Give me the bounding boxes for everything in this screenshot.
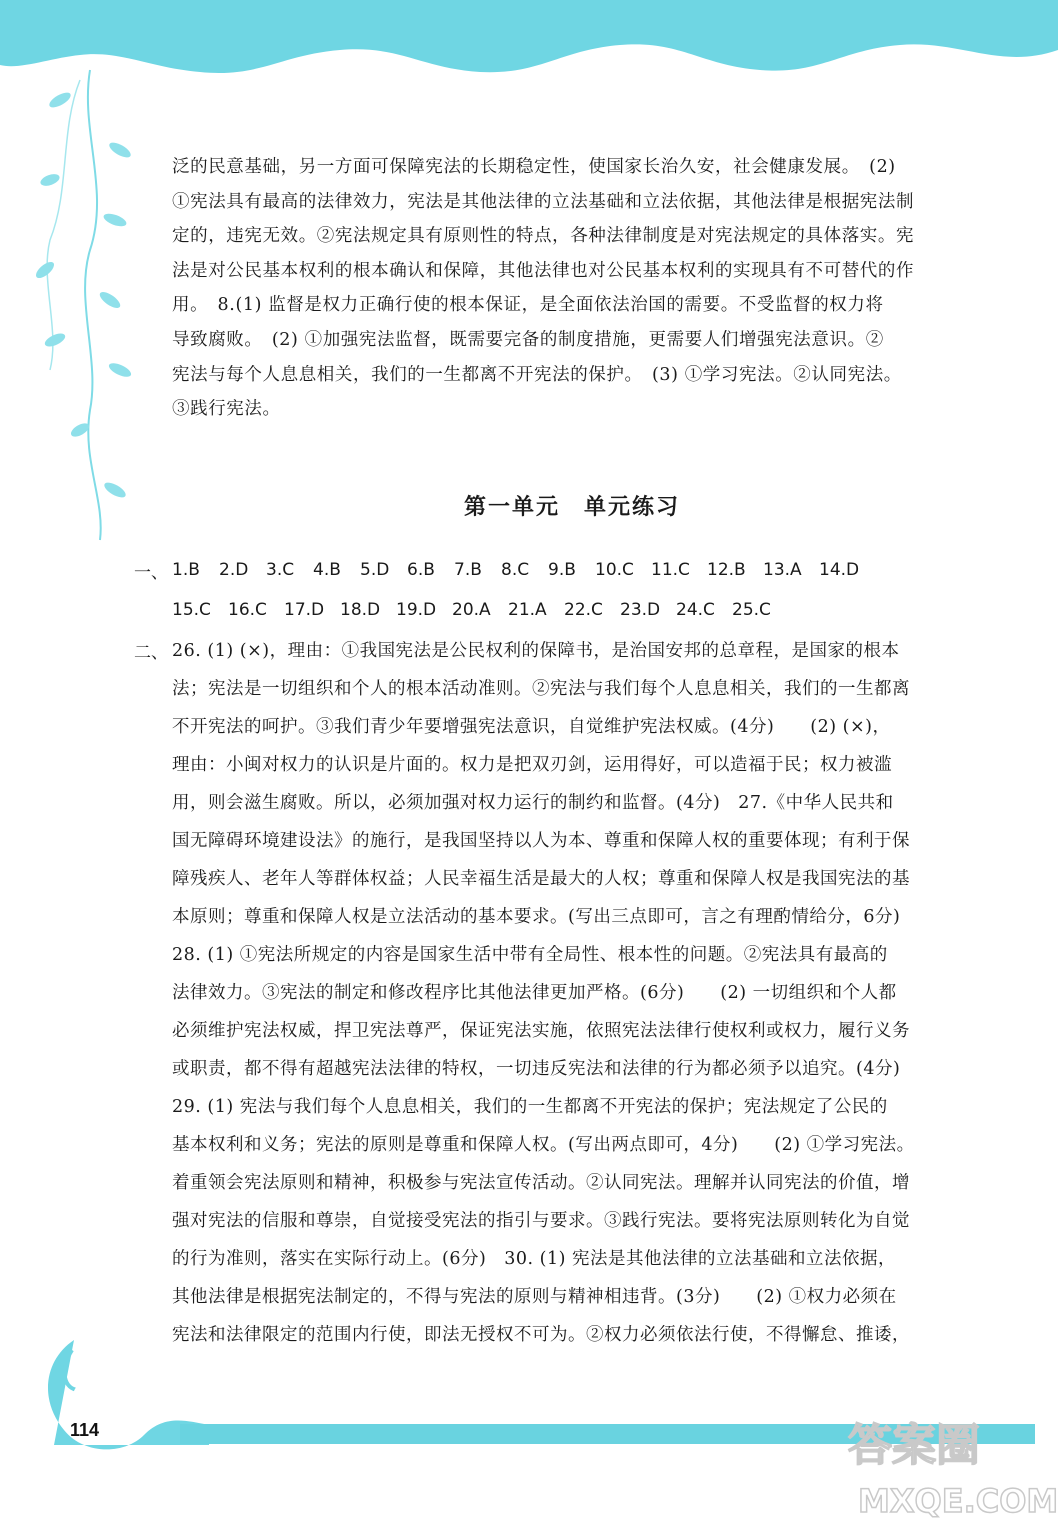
text-line: 国无障碍环境建设法》的施行，是我国坚持以人为本、尊重和保障人权的重要体现；有利于保 [172,831,910,851]
text-line: 26. (1) (×)，理由：①我国宪法是公民权利的保障书，是治国安邦的总章程，是国家的根本 [172,641,900,661]
text-line: 法是对公民基本权利的根本确认和保障，其他法律也对公民基本权利的实现具有不可替代的作 [172,260,915,281]
text-line: 泛的民意基础，另一方面可保障宪法的长期稳定性，使国家长治久安，社会健康发展。 (2) [172,157,896,177]
text-line: ①宪法具有最高的法律效力，宪法是其他法律的立法基础和立法依据，其他法律是根据宪法制 [172,191,915,212]
mc-answer: 10.C [595,560,634,580]
svg-text:MXQE.COM: MXQE.COM [858,1482,1058,1520]
continued-answer-paragraph [172,150,972,427]
mc-answer: 24.C [676,600,715,620]
text-line: 用，则会滋生腐败。所以，必须加强对权力运行的制约和监督。(4分) 27.《中华人民共和 [172,793,894,813]
mc-answer: 12.B [707,560,746,580]
multiple-choice-answers [134,550,972,630]
mc-answer: 17.D [284,600,325,620]
mc-answer: 8.C [501,560,530,580]
mc-answer: 1.B [172,560,200,580]
text-line: 着重领会宪法原则和精神，积极参与宪法宣传活动。②认同宪法。理解并认同宪法的价值，增 [172,1173,910,1193]
text-line: 导致腐败。 (2) ①加强宪法监督，既需要完备的制度措施，更需要人们增强宪法意识。② [172,329,884,350]
short-answer-lines [172,632,972,1354]
mc-answer: 6.B [407,560,435,580]
text-line: 法律效力。③宪法的制定和修改程序比其他法律更加严格。(6分) (2) 一切组织和个人都 [172,983,897,1003]
text-line: 的行为准则，落实在实际行动上。(6分) 30. (1) 宪法是其他法律的立法基础和立法依据， [172,1249,897,1269]
vine-decoration [20,70,140,540]
short-answer-section [134,632,972,1354]
mc-answer: 4.B [313,560,341,580]
text-line: 宪法和法律限定的范围内行使，即法无授权不可为。②权力必须依法行使，不得懈怠、推诿， [172,1325,910,1345]
mc-answer: 3.C [266,560,295,580]
mc-answer: 19.D [396,600,437,620]
text-line: 本原则；尊重和保障人权是立法活动的基本要求。(写出三点即可，言之有理酌情给分，6分) [172,907,901,927]
mc-answer: 5.D [360,560,390,580]
mc-answer: 2.D [219,560,249,580]
mc-answer: 22.C [564,600,603,620]
mc-answer: 14.D [819,560,860,580]
section-prefix: 一、 [134,563,168,583]
mc-answer: 9.B [548,560,576,580]
mc-answer: 13.A [763,560,802,580]
text-line: 或职责，都不得有超越宪法法律的特权，一切违反宪法和法律的行为都必须予以追究。(4分) [172,1059,901,1079]
mc-answer: 20.A [452,600,491,620]
answer-row [172,590,972,630]
mc-answer: 16.C [228,600,267,620]
mc-answer: 11.C [651,560,690,580]
text-line: 强对宪法的信服和尊崇，自觉接受宪法的指引与要求。③践行宪法。要将宪法原则转化为自觉 [172,1211,910,1231]
mc-answer: 7.B [454,560,482,580]
text-line: 用。 8.(1) 监督是权力正确行使的根本保证，是全面依法治国的需要。不受监督的权力将 [172,295,884,316]
text-line: 理由：小闽对权力的认识是片面的。权力是把双刃剑，运用得好，可以造福于民；权力被滥 [172,755,892,775]
text-line: 不开宪法的呵护。③我们青少年要增强宪法意识，自觉维护宪法权威。(4分) (2) (×)， [172,717,891,737]
text-line: 必须维护宪法权威，捍卫宪法尊严，保证宪法实施，依照宪法法律行使权利或权力，履行义务 [172,1021,910,1041]
page-number: 114 [70,1420,100,1440]
mc-answer: 25.C [732,600,771,620]
text-line: 法；宪法是一切组织和个人的根本活动准则。②宪法与我们每个人息息相关，我们的一生都离 [172,679,910,699]
text-line: 定的，违宪无效。②宪法规定具有原则性的特点，各种法律制度是对宪法规定的具体落实。宪 [172,226,915,247]
mc-answer: 15.C [172,600,211,620]
text-line: 障残疾人、老年人等群体权益；人民幸福生活是最大的人权；尊重和保障人权是我国宪法的基 [172,869,910,889]
top-wave-banner [0,0,1058,90]
answer-row [172,550,972,590]
mc-answer: 23.D [620,600,661,620]
text-line: 其他法律是根据宪法制定的，不得与宪法的原则与精神相违背。(3分) (2) ①权力必须在 [172,1287,897,1307]
mc-answer: 18.D [340,600,381,620]
text-line: 宪法与每个人息息相关，我们的一生都离不开宪法的保护。 (3) ①学习宪法。②认同宪法。 [172,364,902,385]
text-line: 29. (1) 宪法与我们每个人息息相关，我们的一生都离不开宪法的保护；宪法规定了公民的 [172,1097,888,1117]
mc-answer: 21.A [508,600,547,620]
text-line: ③践行宪法。 [172,399,281,420]
page-content [134,150,972,1345]
section-title: 第一单元 单元练习 [463,495,680,520]
svg-text:答案圈: 答案圈 [848,1420,980,1471]
section-prefix: 二、 [134,643,168,663]
text-line: 28. (1) ①宪法所规定的内容是国家生活中带有全局性、根本性的问题。②宪法具有最高的 [172,945,888,965]
watermark-logo [838,1400,1058,1530]
text-line: 基本权利和义务；宪法的原则是尊重和保障人权。(写出两点即可，4分) (2) ①学习宪法。 [172,1135,915,1155]
